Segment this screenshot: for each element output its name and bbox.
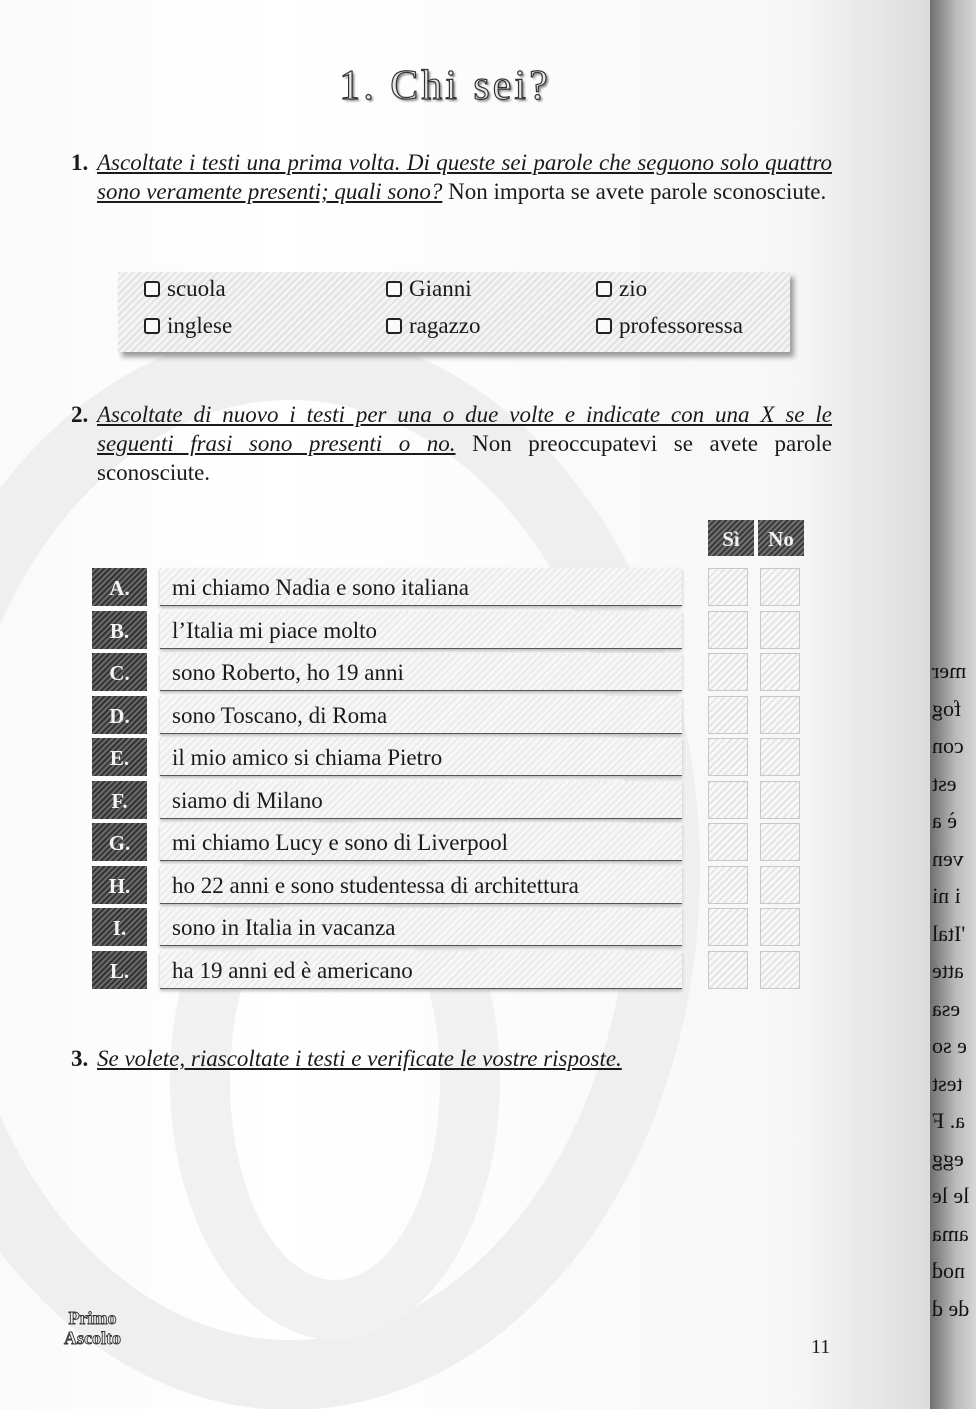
no-answer-box[interactable] (760, 653, 800, 691)
no-answer-box[interactable] (760, 568, 800, 606)
checkbox-icon[interactable] (386, 318, 402, 334)
statement-row (92, 738, 812, 776)
word-option[interactable]: Gianni (386, 276, 472, 302)
word-option[interactable]: scuola (144, 276, 226, 302)
statement-row (92, 866, 812, 904)
exercise-2-task: Ascoltate di nuovo i testi per una o due volte e indicate con una X se le seguenti frasi sono presenti o no. (97, 402, 832, 456)
no-answer-box[interactable] (760, 951, 800, 989)
mirror-fragment: atte (932, 958, 964, 983)
mirror-fragment: è a (932, 808, 958, 833)
statement-text: l’Italia mi piace molto (160, 611, 682, 649)
no-answer-box[interactable] (760, 696, 800, 734)
si-answer-box[interactable] (708, 866, 748, 904)
statement-text: il mio amico si chiama Pietro (160, 738, 682, 776)
exercise-1-number: 1. (71, 150, 89, 175)
statement-text: siamo di Milano (160, 781, 682, 819)
statement-letter: E. (92, 738, 147, 776)
column-header-no: No (758, 520, 804, 556)
statement-row (92, 781, 812, 819)
word-option[interactable]: ragazzo (386, 313, 481, 339)
word-options-box (118, 272, 790, 352)
mirror-fragment: le le (932, 1183, 970, 1208)
mirror-fragment: nod (932, 1258, 965, 1283)
si-answer-box[interactable] (708, 696, 748, 734)
mirror-fragment: e so (932, 1033, 967, 1058)
exercise-1-note: Non importa se avete parole sconosciute. (442, 179, 827, 204)
mirror-fragment: i ni (932, 883, 961, 908)
exercise-3-instruction (71, 1044, 832, 1073)
no-answer-box[interactable] (760, 908, 800, 946)
checkbox-icon[interactable] (144, 281, 160, 297)
exercise-2-instruction (71, 400, 833, 487)
mirror-fragment: esa (932, 995, 961, 1021)
series-logo: Primo Ascolto (64, 1308, 121, 1348)
statement-row (92, 653, 812, 691)
word-option[interactable]: professoressa (596, 313, 743, 339)
statement-text: sono Roberto, ho 19 anni (160, 653, 682, 691)
word-option[interactable]: inglese (144, 313, 232, 339)
mirror-fragment: test (932, 1070, 963, 1096)
statement-letter: L. (92, 951, 147, 989)
exercise-2-note: Non preoccupatevi se avete parole sconosciute. (97, 431, 833, 485)
statement-text: mi chiamo Nadia e sono italiana (160, 568, 682, 606)
mirror-fragment: ama (932, 1220, 969, 1246)
statement-letter: I. (92, 908, 147, 946)
si-answer-box[interactable] (708, 823, 748, 861)
statement-letter: H. (92, 866, 147, 904)
statement-text: ha 19 anni ed è americano (160, 951, 682, 989)
no-answer-box[interactable] (760, 781, 800, 819)
si-answer-box[interactable] (708, 951, 748, 989)
statement-row (92, 568, 812, 606)
mirror-fragment: est (932, 770, 957, 796)
statement-letter: G. (92, 823, 147, 861)
statement-text: ho 22 anni e sono studentessa di architettura (160, 866, 682, 904)
statement-letter: A. (92, 568, 147, 606)
statement-letter: C. (92, 653, 147, 691)
mirror-fragment: fog (932, 695, 962, 721)
page-title: 1. Chi sei? (339, 63, 551, 109)
word-option[interactable]: zio (596, 276, 647, 302)
statement-letter: B. (92, 611, 147, 649)
checkbox-icon[interactable] (596, 281, 612, 297)
exercise-1-instruction (71, 148, 832, 206)
exercise-1-task: Ascoltate i testi una prima volta. Di queste sei parole che seguono solo quattro sono veramente presenti; quali sono? (97, 150, 832, 204)
no-answer-box[interactable] (760, 611, 800, 649)
mirror-fragment: egg (932, 1145, 964, 1171)
statement-text: sono in Italia in vacanza (160, 908, 682, 946)
checkbox-icon[interactable] (386, 281, 402, 297)
si-answer-box[interactable] (708, 568, 748, 606)
mirror-fragment: ven (932, 845, 964, 871)
column-header-si: Sì (708, 520, 754, 556)
mirror-fragment: mer (932, 658, 967, 683)
si-answer-box[interactable] (708, 908, 748, 946)
page-number: 11 (811, 1336, 831, 1358)
mirror-fragment: de d (932, 1295, 970, 1321)
si-answer-box[interactable] (708, 738, 748, 776)
exercise-2-number: 2. (71, 402, 89, 427)
checkbox-icon[interactable] (144, 318, 160, 334)
exercise-3-number: 3. (71, 1046, 89, 1071)
exercise-3-task: Se volete, riascoltate i testi e verificate le vostre risposte. (97, 1046, 622, 1071)
statement-row (92, 696, 812, 734)
no-answer-box[interactable] (760, 823, 800, 861)
statement-row (92, 908, 812, 946)
statement-row (92, 951, 812, 989)
no-answer-box[interactable] (760, 738, 800, 776)
statement-letter: D. (92, 696, 147, 734)
statement-text: sono Toscano, di Roma (160, 696, 682, 734)
statement-row (92, 611, 812, 649)
no-answer-box[interactable] (760, 866, 800, 904)
statement-text: mi chiamo Lucy e sono di Liverpool (160, 823, 682, 861)
si-answer-box[interactable] (708, 781, 748, 819)
statement-letter: F. (92, 781, 147, 819)
checkbox-icon[interactable] (596, 318, 612, 334)
si-answer-box[interactable] (708, 611, 748, 649)
statement-row (92, 823, 812, 861)
si-answer-box[interactable] (708, 653, 748, 691)
mirror-fragment: 'Ital (932, 920, 966, 946)
mirror-fragment: con (932, 733, 964, 758)
mirror-fragment: a. F (932, 1108, 965, 1133)
